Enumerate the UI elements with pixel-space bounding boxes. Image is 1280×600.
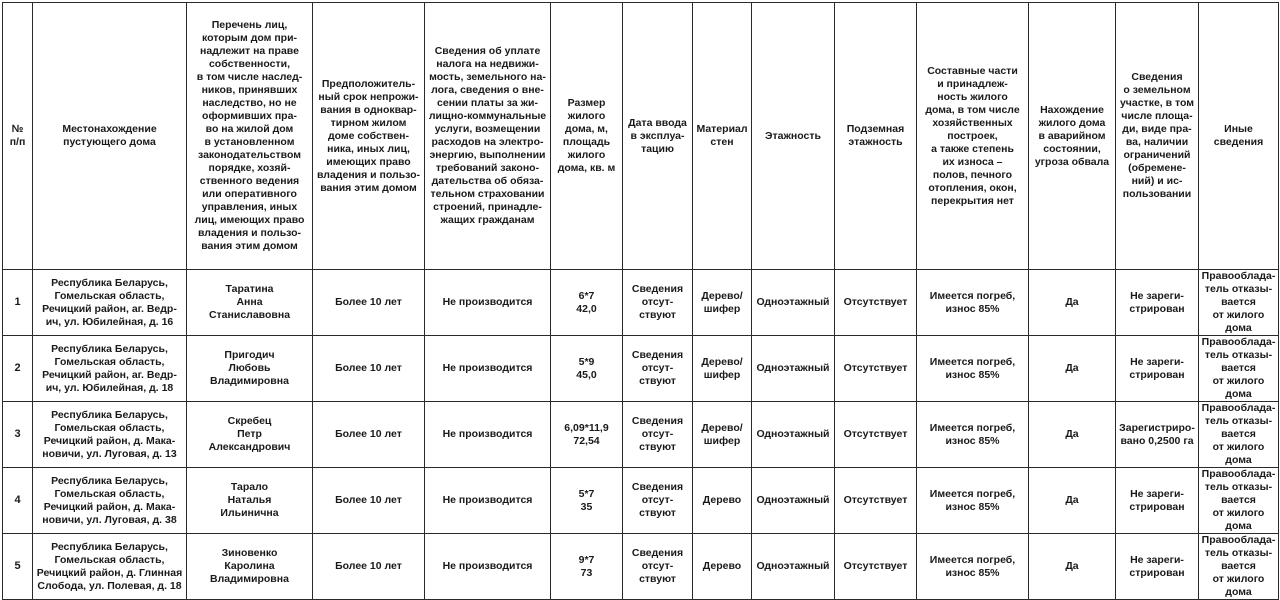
cell-emergency-state: Да — [1029, 468, 1116, 534]
cell-emergency-state: Да — [1029, 336, 1116, 402]
cell-number: 3 — [3, 402, 33, 468]
cell-land-plot: Не зареги- стрирован — [1116, 270, 1199, 336]
cell-size: 6*7 42,0 — [551, 270, 623, 336]
cell-owners: Тарало Наталья Ильинична — [187, 468, 313, 534]
cell-floors: Одноэтажный — [752, 402, 835, 468]
cell-vacancy-period: Более 10 лет — [313, 534, 425, 600]
cell-owners: Таратина Анна Станиславовна — [187, 270, 313, 336]
cell-components: Имеется погреб, износ 85% — [917, 534, 1029, 600]
cell-tax-payments: Не производится — [425, 534, 551, 600]
header-number: № п/п — [3, 3, 33, 270]
cell-vacancy-period: Более 10 лет — [313, 468, 425, 534]
cell-components: Имеется погреб, износ 85% — [917, 336, 1029, 402]
empty-houses-table — [2, 2, 1279, 600]
cell-commissioning-date: Сведения отсут- ствуют — [623, 336, 693, 402]
cell-emergency-state: Да — [1029, 402, 1116, 468]
cell-floors: Одноэтажный — [752, 270, 835, 336]
cell-emergency-state: Да — [1029, 270, 1116, 336]
cell-components: Имеется погреб, износ 85% — [917, 402, 1029, 468]
cell-wall-material: Дерево — [693, 534, 752, 600]
cell-commissioning-date: Сведения отсут- ствуют — [623, 402, 693, 468]
cell-underground-floors: Отсутствует — [835, 270, 917, 336]
cell-size: 6,09*11,9 72,54 — [551, 402, 623, 468]
cell-other-info: Правооблада- тель отказы- вается от жилого дома — [1199, 402, 1279, 468]
cell-underground-floors: Отсутствует — [835, 534, 917, 600]
cell-number: 5 — [3, 534, 33, 600]
cell-owners: Скребец Петр Александрович — [187, 402, 313, 468]
cell-wall-material: Дерево/ шифер — [693, 402, 752, 468]
cell-owners: Пригодич Любовь Владимировна — [187, 336, 313, 402]
cell-components: Имеется погреб, износ 85% — [917, 468, 1029, 534]
cell-underground-floors: Отсутствует — [835, 468, 917, 534]
table-row — [3, 270, 1279, 336]
header-location: Местонахождение пустующего дома — [33, 3, 187, 270]
header-components: Составные части и принадлеж- ность жилого дома, в том числе хозяйственных построек, а также степень их износа – полов, печного отопления, окон, перекрытия нет — [917, 3, 1029, 270]
cell-number: 1 — [3, 270, 33, 336]
cell-other-info: Правооблада- тель отказы- вается от жилого дома — [1199, 336, 1279, 402]
cell-other-info: Правооблада- тель отказы- вается от жилого дома — [1199, 270, 1279, 336]
cell-commissioning-date: Сведения отсут- ствуют — [623, 534, 693, 600]
header-vacancy-period: Предположитель- ный срок непрожи- вания в одноквар- тирном жилом доме собствен- ника, иных лиц, имеющих право владения и пользо- вания этим домом — [313, 3, 425, 270]
header-size: Размер жилого дома, м, площадь жилого дома, кв. м — [551, 3, 623, 270]
cell-location: Республика Беларусь, Гомельская область, Речицкий район, д. Мака- новичи, ул. Луговая, д. 13 — [33, 402, 187, 468]
cell-emergency-state: Да — [1029, 534, 1116, 600]
header-other-info: Иные сведения — [1199, 3, 1279, 270]
header-emergency-state: Нахождение жилого дома в аварийном состоянии, угроза обвала — [1029, 3, 1116, 270]
cell-number: 4 — [3, 468, 33, 534]
cell-size: 5*9 45,0 — [551, 336, 623, 402]
header-commissioning-date: Дата ввода в эксплуа- тацию — [623, 3, 693, 270]
cell-other-info: Правооблада- тель отказы- вается от жилого дома — [1199, 534, 1279, 600]
cell-land-plot: Зарегистриро- вано 0,2500 га — [1116, 402, 1199, 468]
header-owners: Перечень лиц, которым дом при- надлежит на праве собственности, в том числе наслед- ников, принявших наследство, но не оформивших пра- во на жилой дом в установленном законодательством порядке, хозяй- ственного ведения или оперативного управления, иных лиц, имеющих право владения и пользо- вания этим домом — [187, 3, 313, 270]
cell-location: Республика Беларусь, Гомельская область, Речицкий район, аг. Ведр- ич, ул. Юбилейная, д. 18 — [33, 336, 187, 402]
cell-size: 5*7 35 — [551, 468, 623, 534]
cell-floors: Одноэтажный — [752, 468, 835, 534]
cell-number: 2 — [3, 336, 33, 402]
header-tax-payments: Сведения об уплате налога на недвижи- мость, земельного на- лога, сведения о вне- сении платы за жи- лищно-коммунальные услуги, возмещении расходов на электро- энергию, выполнении требований законо- дательства об обяза- тельном страховании строений, принадле- жащих гражданам — [425, 3, 551, 270]
cell-vacancy-period: Более 10 лет — [313, 402, 425, 468]
cell-commissioning-date: Сведения отсут- ствуют — [623, 468, 693, 534]
header-land-plot: Сведения о земельном участке, в том числе площа- ди, виде пра- ва, наличии ограничений (обремене- ний) и ис- пользовании — [1116, 3, 1199, 270]
cell-floors: Одноэтажный — [752, 336, 835, 402]
cell-land-plot: Не зареги- стрирован — [1116, 336, 1199, 402]
cell-components: Имеется погреб, износ 85% — [917, 270, 1029, 336]
cell-tax-payments: Не производится — [425, 402, 551, 468]
table-row — [3, 534, 1279, 600]
cell-vacancy-period: Более 10 лет — [313, 270, 425, 336]
cell-floors: Одноэтажный — [752, 534, 835, 600]
cell-wall-material: Дерево/ шифер — [693, 270, 752, 336]
cell-size: 9*7 73 — [551, 534, 623, 600]
cell-owners: Зиновенко Каролина Владимировна — [187, 534, 313, 600]
table-row — [3, 468, 1279, 534]
cell-tax-payments: Не производится — [425, 468, 551, 534]
header-underground-floors: Подземная этажность — [835, 3, 917, 270]
cell-location: Республика Беларусь, Гомельская область, Речицкий район, д. Мака- новичи, ул. Луговая, д. 38 — [33, 468, 187, 534]
table-row — [3, 402, 1279, 468]
cell-land-plot: Не зареги- стрирован — [1116, 534, 1199, 600]
cell-wall-material: Дерево/ шифер — [693, 336, 752, 402]
cell-location: Республика Беларусь, Гомельская область, Речицкий район, д. Глинная Слобода, ул. Полевая, д. 18 — [33, 534, 187, 600]
cell-tax-payments: Не производится — [425, 336, 551, 402]
cell-underground-floors: Отсутствует — [835, 336, 917, 402]
table-row — [3, 336, 1279, 402]
cell-commissioning-date: Сведения отсут- ствуют — [623, 270, 693, 336]
cell-other-info: Правооблада- тель отказы- вается от жилого дома — [1199, 468, 1279, 534]
header-row — [3, 3, 1279, 270]
cell-underground-floors: Отсутствует — [835, 402, 917, 468]
cell-vacancy-period: Более 10 лет — [313, 336, 425, 402]
cell-tax-payments: Не производится — [425, 270, 551, 336]
cell-land-plot: Не зареги- стрирован — [1116, 468, 1199, 534]
cell-location: Республика Беларусь, Гомельская область, Речицкий район, аг. Ведр- ич, ул. Юбилейная, д. 16 — [33, 270, 187, 336]
cell-wall-material: Дерево — [693, 468, 752, 534]
header-wall-material: Материал стен — [693, 3, 752, 270]
header-floors: Этажность — [752, 3, 835, 270]
